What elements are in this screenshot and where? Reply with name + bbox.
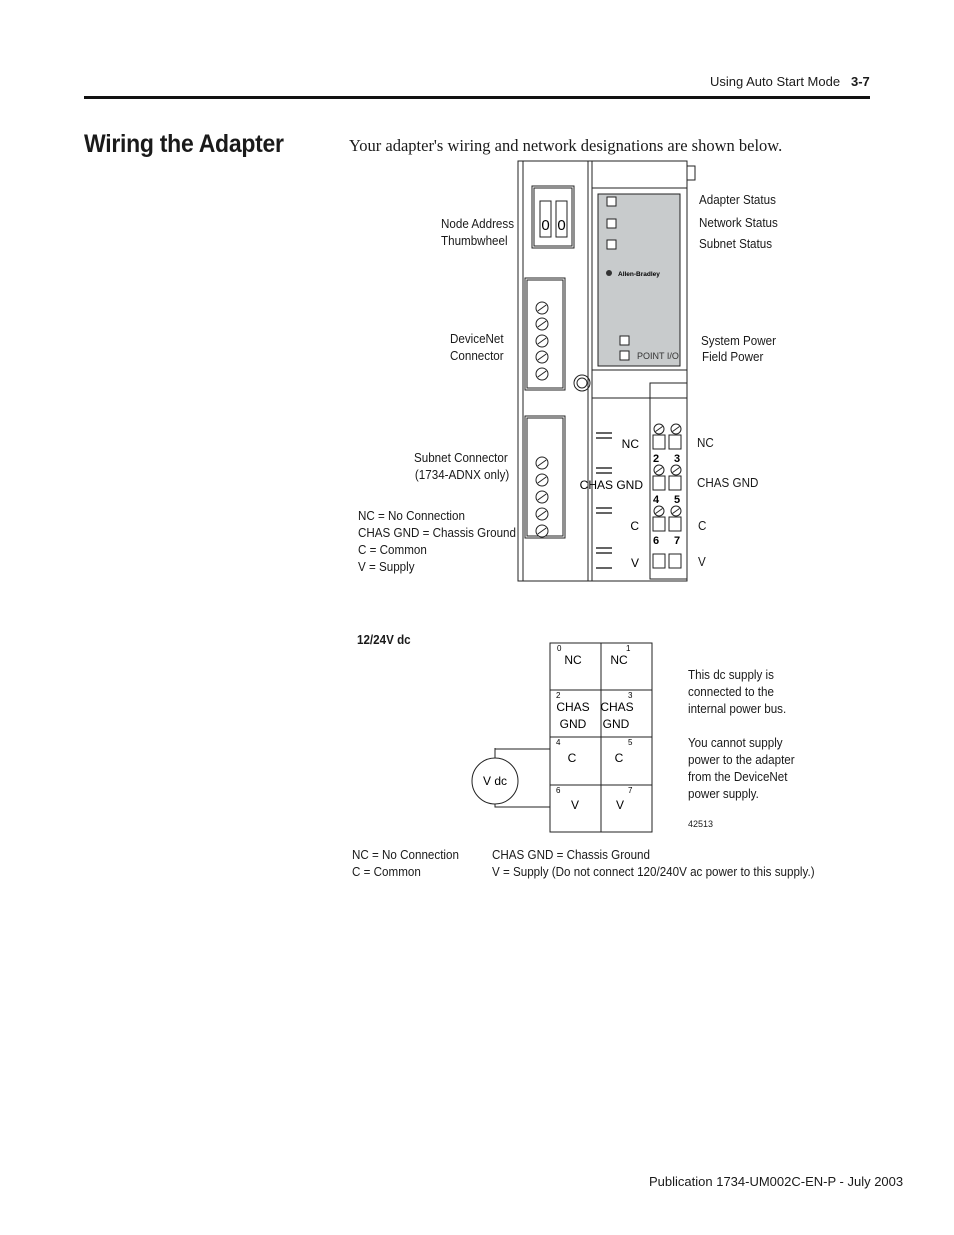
label-subnet-status: Subnet Status <box>699 237 773 251</box>
cell-label-6: V <box>570 798 580 812</box>
intro-text: Your adapter's wiring and network designations are shown below. <box>349 136 783 155</box>
terminal-number-4: 4 <box>653 494 660 506</box>
vdc-label: V dc <box>482 774 508 788</box>
cell-number-3: 3 <box>628 691 633 700</box>
terminal-slot-r1 <box>669 476 681 490</box>
terminal-number-2: 2 <box>653 453 660 465</box>
note-internal-bus: This dc supply is connected to the internal power bus. <box>688 668 787 716</box>
thumbwheel-digit-2: 0 <box>557 217 566 234</box>
voltage-label: 12/24V dc <box>357 633 411 647</box>
inner-label-v: V <box>630 556 639 570</box>
allen-bradley-logo-icon <box>606 270 612 276</box>
outer-label-v: V <box>698 555 706 569</box>
cell-number-0: 0 <box>557 644 562 653</box>
cell-label-3b: GND <box>602 717 630 731</box>
label-adapter-status: Adapter Status <box>699 193 776 207</box>
terminal-number-5: 5 <box>674 494 681 506</box>
cell-number-6: 6 <box>556 786 561 795</box>
header-rule <box>84 96 870 99</box>
header-section-title: Using Auto Start Mode <box>710 74 841 89</box>
note-devicenet-power: You cannot supply power to the adapter from the DeviceNet power supply. <box>688 736 795 801</box>
cell-number-2: 2 <box>556 691 561 700</box>
cell-label-2a: CHAS <box>556 700 590 714</box>
adapter-legend: NC = No Connection CHAS GND = Chassis Ground C = Common V = Supply <box>358 509 516 574</box>
footer-publication: Publication 1734-UM002C-EN-P - July 2003 <box>649 1174 904 1189</box>
subnet-status-led <box>607 240 616 249</box>
cell-label-2b: GND <box>559 717 587 731</box>
adapter-status-led <box>607 197 616 206</box>
terminal-number-7: 7 <box>674 535 681 547</box>
outer-label-c: C <box>698 519 707 533</box>
system-power-led <box>620 336 629 345</box>
field-power-led <box>620 351 629 360</box>
label-system-power: System Power <box>701 334 776 348</box>
terminal-slot-r0 <box>669 435 681 449</box>
label-node-address: Node Address Thumbwheel <box>441 217 515 248</box>
cell-label-5: C <box>614 751 624 765</box>
terminal-number-6: 6 <box>653 535 660 547</box>
page-title: Wiring the Adapter <box>84 130 284 158</box>
terminal-slot-l2 <box>653 517 665 531</box>
brand-mark: Allen-Bradley <box>618 271 660 278</box>
label-devicenet-connector: DeviceNet Connector <box>450 332 504 363</box>
bottom-legend-col2: CHAS GND = Chassis Ground V = Supply (Do not connect 120/240V ac power to this supply.) <box>492 848 815 879</box>
wiring-diagram <box>470 640 660 836</box>
cell-number-7: 7 <box>628 786 633 795</box>
terminal-slot-r3 <box>669 554 681 568</box>
bottom-legend-col1: NC = No Connection C = Common <box>352 848 459 879</box>
cell-label-4: C <box>567 751 577 765</box>
terminal-number-3: 3 <box>674 453 681 465</box>
cell-label-1: NC <box>610 653 628 667</box>
inner-label-c: C <box>630 519 639 533</box>
figure-number: 42513 <box>688 819 714 829</box>
label-subnet-connector: Subnet Connector (1734-ADNX only) <box>414 451 510 482</box>
label-network-status: Network Status <box>699 216 778 230</box>
product-mark: POINT I/O <box>637 351 679 361</box>
thumbwheel-digit-1: 0 <box>541 217 550 234</box>
terminal-slot-l3 <box>653 554 665 568</box>
adapter-module-drawing <box>510 158 700 586</box>
network-status-led <box>607 219 616 228</box>
cell-number-4: 4 <box>556 738 561 747</box>
terminal-slot-r2 <box>669 517 681 531</box>
inner-label-nc: NC <box>621 437 639 451</box>
terminal-slot-l1 <box>653 476 665 490</box>
cell-number-5: 5 <box>628 738 633 747</box>
label-field-power: Field Power <box>702 350 764 364</box>
cell-label-7: V <box>615 798 625 812</box>
cell-number-1: 1 <box>626 644 631 653</box>
cell-label-3a: CHAS <box>600 700 634 714</box>
cell-label-0: NC <box>564 653 582 667</box>
outer-label-chas-gnd: CHAS GND <box>697 476 759 490</box>
terminal-slot-l0 <box>653 435 665 449</box>
header-page-number: 3-7 <box>851 74 870 89</box>
outer-label-nc: NC <box>697 436 714 450</box>
inner-label-chas-gnd: CHAS GND <box>579 478 643 492</box>
